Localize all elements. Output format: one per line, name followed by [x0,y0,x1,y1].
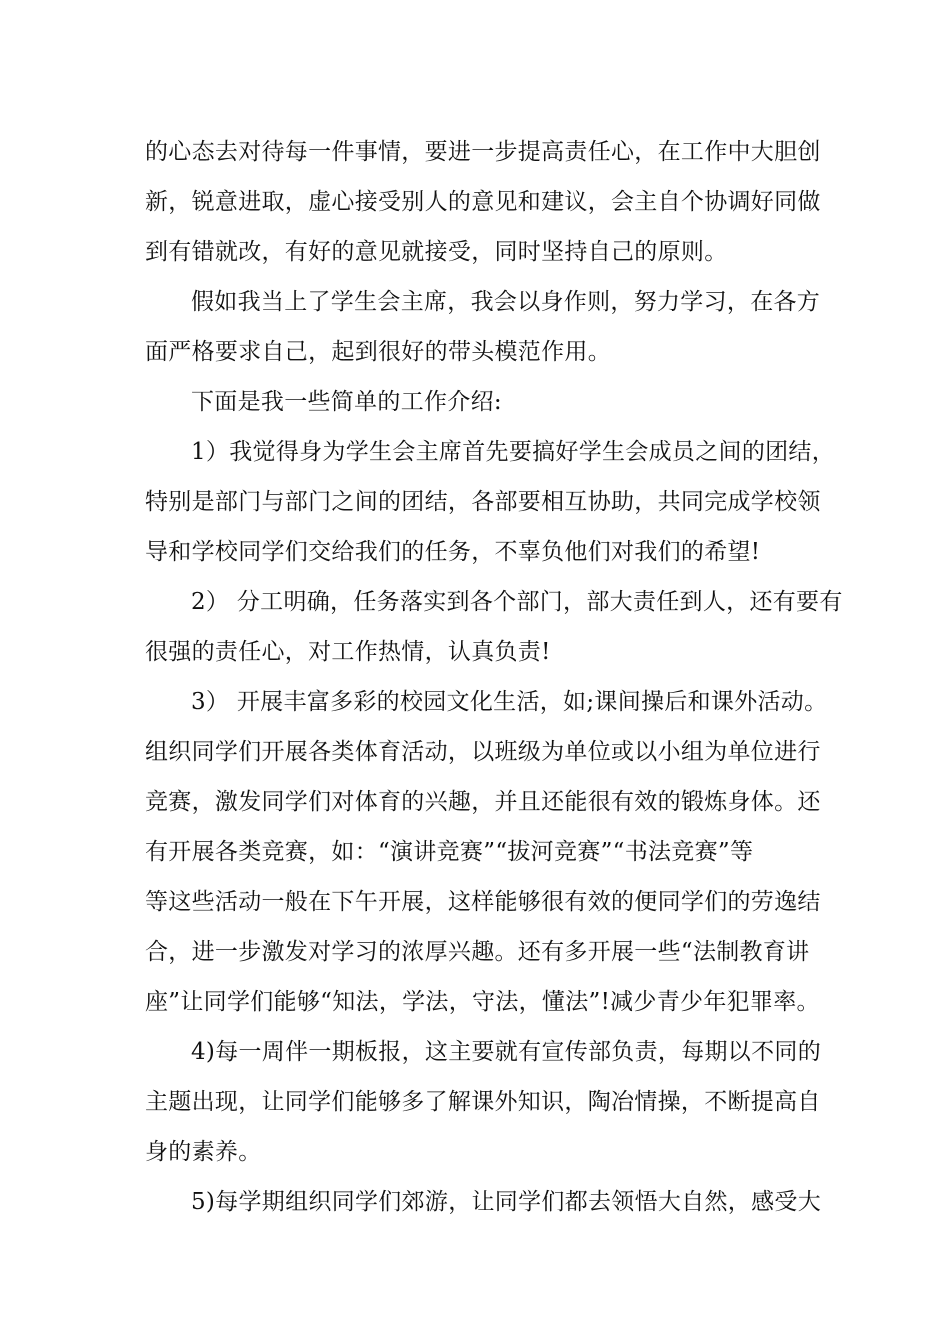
text-line: 组织同学们开展各类体育活动，以班级为单位或以小组为单位进行 [145,739,821,765]
paragraph-4 [145,427,836,577]
text-line: 身的素养。 [145,1139,262,1165]
text-line: 假如我当上了学生会主席，我会以身作则，努力学习，在各方 [191,289,821,315]
text-line: 到有错就改，有好的意见就接受，同时坚持自己的原则。 [145,239,728,265]
text-line: 合，进一步激发对学习的浓厚兴趣。还有多开展一些“法制教育讲 [145,939,810,965]
text-line: 面严格要求自己，起到很好的带头模范作用。 [145,339,611,365]
paragraph-8 [145,1177,822,1227]
text-line: 座”让同学们能够“知法，学法，守法，懂法”!减少青少年犯罪率。 [145,989,820,1015]
text-line: 1）我觉得身为学生会主席首先要搞好学生会成员之间的团结， [191,439,836,465]
paragraph-6 [145,677,828,1027]
paragraph-1 [145,127,821,277]
text-line: 特别是部门与部门之间的团结，各部要相互协助，共同完成学校领 [145,489,821,515]
paragraph-2 [145,277,821,377]
text-line: 导和学校同学们交给我们的任务，不辜负他们对我们的希望! [145,539,761,565]
text-line: 很强的责任心，对工作热情，认真负责! [145,639,551,665]
text-line: 5)每学期组织同学们郊游，让同学们都去领悟大自然，感受大 [191,1189,822,1215]
text-line: 主题出现，让同学们能够多了解课外知识，陶冶情操，不断提高自 [145,1089,821,1115]
text-line: 有开展各类竞赛，如：“演讲竞赛”“拔河竞赛”“书法竞赛”等 [145,839,754,865]
paragraph-7 [145,1027,822,1177]
text-line: 的心态去对待每一件事情，要进一步提高责任心，在工作中大胆创 [145,139,821,165]
text-line: 3） 开展丰富多彩的校园文化生活，如;课间操后和课外活动。 [191,689,828,715]
text-line: 4)每一周伴一期板报，这主要就有宣传部负责，每期以不同的 [191,1039,822,1065]
text-line: 等这些活动一般在下午开展，这样能够很有效的便同学们的劳逸结 [145,889,821,915]
text-line: 新，锐意进取，虚心接受别人的意见和建议，会主自个协调好同做 [145,189,821,215]
paragraph-3 [145,377,810,427]
paragraph-5 [145,577,843,677]
text-line: 竞赛，激发同学们对体育的兴趣，并且还能很有效的锻炼身体。还 [145,789,821,815]
text-line: 下面是我一些简单的工作介绍: [191,389,502,415]
text-line: 2） 分工明确，任务落实到各个部门，部大责任到人，还有要有 [191,589,843,615]
document-body [145,127,843,1227]
